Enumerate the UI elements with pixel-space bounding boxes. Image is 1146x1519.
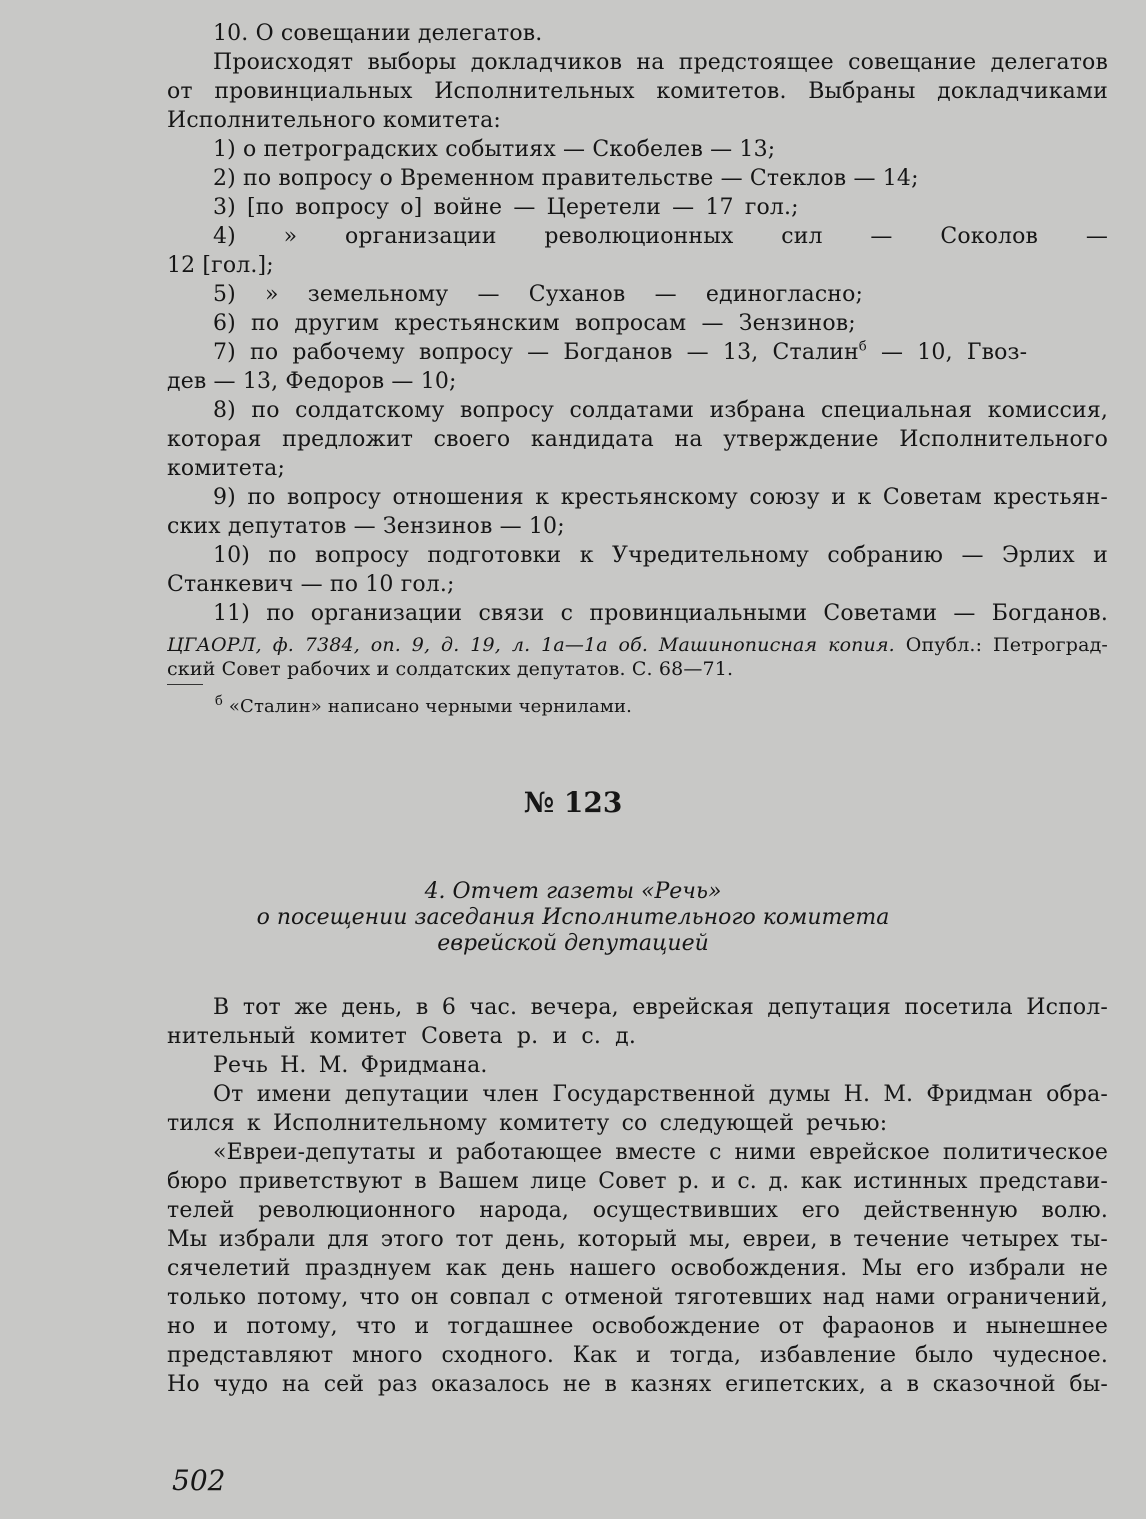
text-line: Исполнительного комитета: (167, 108, 501, 133)
archive-source: ский Совет рабочих и солдатских депутатов. С. 68—71. (167, 658, 734, 680)
text-line: представляют много сходного. Как и тогда, избавление было чудесное. (167, 1343, 1108, 1368)
text-line: Происходят выборы докладчиков на предстоящее совещание делегатов (213, 50, 1108, 75)
text-line: телей революционного народа, осуществивших его действенную волю. (167, 1198, 1108, 1223)
text-line: сячелетий празднуем как день нашего освобождения. Мы его избрали не (167, 1256, 1108, 1281)
footnote: $^б$ «Сталин» написано черными чернилами. (215, 694, 633, 717)
text-line: 12 [гол.]; (167, 253, 274, 278)
text-line: бюро приветствуют в Вашем лице Совет р. и с. д. как истинных представи- (167, 1169, 1108, 1194)
list-item: 4) » организации революционных сил — Соколов — (213, 224, 1108, 249)
list-item: 8) по солдатскому вопросу солдатами избрана специальная комиссия, (213, 398, 1108, 423)
text-line: комитета; (167, 456, 286, 481)
text-line: только потому, что он совпал с отменой тяготевших над нами ограничений, (167, 1285, 1108, 1310)
page-number: 502 (172, 1464, 226, 1497)
document-title: 4. Отчет газеты «Речь» (424, 879, 722, 904)
text-line: нительный комитет Совета р. и с. д. (167, 1024, 637, 1049)
document-title: о посещении заседания Исполнительного комитета (256, 905, 890, 930)
document-number: № 123 (523, 786, 623, 819)
text-line: От имени депутации член Государственной думы Н. М. Фридман обра- (213, 1082, 1108, 1107)
text-line: В тот же день, в 6 час. вечера, еврейская депутация посетила Испол- (213, 995, 1108, 1020)
text-line: Речь Н. М. Фридмана. (213, 1053, 488, 1078)
list-item: 9) по вопросу отношения к крестьянскому союзу и к Советам крестьян- (213, 485, 1108, 510)
archive-source: ЦГАОРЛ, ф. 7384, оп. 9, д. 19, л. 1а—1а об. Машинописная копия. Опубл.: Петроград- (167, 634, 1108, 656)
list-item: 10) по вопросу подготовки к Учредительному собранию — Эрлих и (213, 543, 1108, 568)
list-item: 7) по рабочему вопросу — Богданов — 13, Сталин$^б$ — 10, Гвоз- (213, 339, 1028, 365)
text-line: Но чудо на сей раз оказалось не в казнях египетских, а в сказочной бы- (167, 1372, 1108, 1397)
text-line: дев — 13, Федоров — 10; (167, 369, 457, 394)
text-line: но и потому, что и тогдашнее освобождение от фараонов и нынешнее (167, 1314, 1108, 1339)
text-line: которая предложит своего кандидата на утверждение Исполнительного (167, 427, 1108, 452)
text-line: «Евреи-депутаты и работающее вместе с ними еврейское политическое (213, 1140, 1108, 1165)
section-heading: 10. О совещании делегатов. (213, 21, 543, 46)
text-line: ских депутатов — Зензинов — 10; (167, 514, 565, 539)
text-line: от провинциальных Исполнительных комитетов. Выбраны докладчиками (167, 79, 1108, 104)
list-item: 2) по вопросу о Временном правительстве — Стеклов — 14; (213, 166, 919, 191)
list-item: 3) [по вопросу о] войне — Церетели — 17 гол.; (213, 195, 799, 220)
text-line: тился к Исполнительному комитету со следующей речью: (167, 1111, 888, 1136)
list-item: 1) о петроградских событиях — Скобелев — 13; (213, 137, 776, 162)
list-item: 11) по организации связи с провинциальными Советами — Богданов. (213, 601, 1108, 626)
list-item: 6) по другим крестьянским вопросам — Зензинов; (213, 311, 856, 336)
document-title: еврейской депутацией (437, 931, 709, 956)
footnote-divider (167, 684, 203, 685)
list-item: 5) » земельному — Суханов — единогласно; (213, 282, 864, 307)
footnote-marker: б (858, 339, 867, 355)
text-line: Станкевич — по 10 гол.; (167, 572, 455, 597)
text-line: Мы избрали для этого тот день, который мы, евреи, в течение четырех ты- (167, 1227, 1108, 1252)
